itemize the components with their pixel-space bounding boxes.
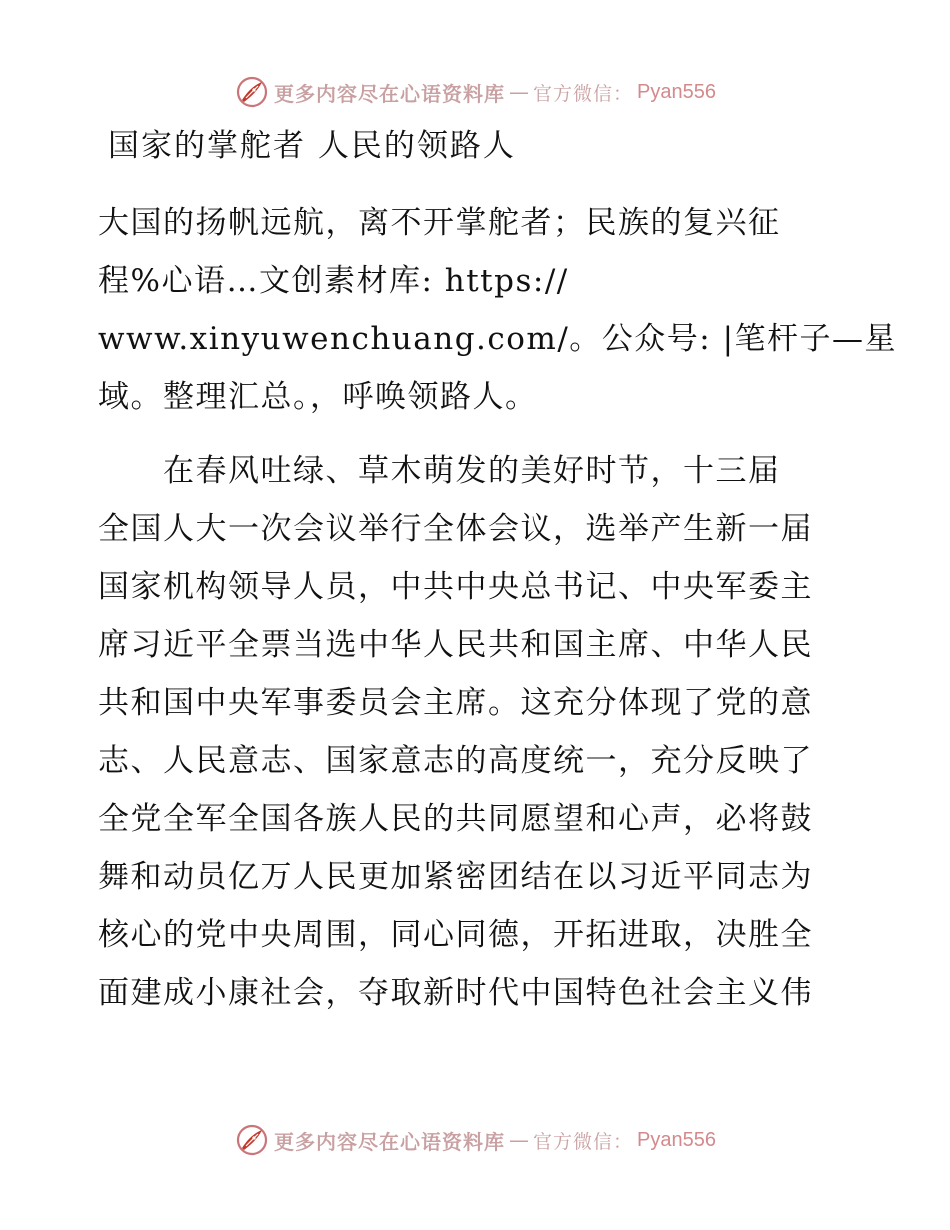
- body-line: 核心的党中央周围，同心同德，开拓进取，决胜全: [98, 917, 813, 953]
- body-line: 面建成小康社会，夺取新时代中国特色社会主义伟: [98, 975, 813, 1011]
- intro-paragraph: [98, 194, 898, 426]
- intro-line: 程%心语…文创素材库: https://: [98, 263, 569, 299]
- body-line: 国家机构领导人员，中共中央总书记、中央军委主: [98, 569, 813, 605]
- body-line: 共和国中央军事委员会主席。这充分体现了党的意: [98, 685, 813, 721]
- pen-nib-logo-icon: [234, 74, 270, 110]
- separator-dash: —: [509, 1128, 529, 1152]
- body-line: 全国人大一次会议举行全体会议，选举产生新一届: [98, 511, 813, 547]
- body-line: 席习近平全票当选中华人民共和国主席、中华人民: [98, 627, 813, 663]
- body-line: 舞和动员亿万人民更加紧密团结在以习近平同志为: [98, 859, 813, 895]
- site-name: 更多内容尽在心语资料库: [274, 1129, 505, 1154]
- intro-line: 大国的扬帆远航，离不开掌舵者；民族的复兴征: [98, 205, 781, 241]
- header-banner: [0, 70, 950, 114]
- intro-line: 域。整理汇总。，呼唤领路人。: [98, 379, 538, 415]
- document-title: 国家的掌舵者 人民的领路人: [108, 128, 516, 164]
- footer-banner: [0, 1118, 950, 1162]
- official-wechat-label: 官方微信：: [533, 1130, 634, 1153]
- body-line: 志、人民意志、国家意志的高度统一，充分反映了: [98, 743, 813, 779]
- wechat-id: Pyan556: [637, 1128, 716, 1151]
- wechat-id: Pyan556: [637, 80, 716, 103]
- site-name: 更多内容尽在心语资料库: [274, 81, 505, 106]
- body-line: 全党全军全国各族人民的共同愿望和心声，必将鼓: [98, 801, 813, 837]
- body-line: 在春风吐绿、草木萌发的美好时节，十三届: [98, 453, 781, 489]
- separator-dash: —: [509, 80, 529, 104]
- intro-line: www.xinyuwenchuang.com/。公众号: |笔杆子—星: [98, 321, 898, 357]
- body-paragraph: [98, 442, 854, 1022]
- official-wechat-label: 官方微信：: [533, 82, 634, 105]
- pen-nib-logo-icon: [234, 1122, 270, 1158]
